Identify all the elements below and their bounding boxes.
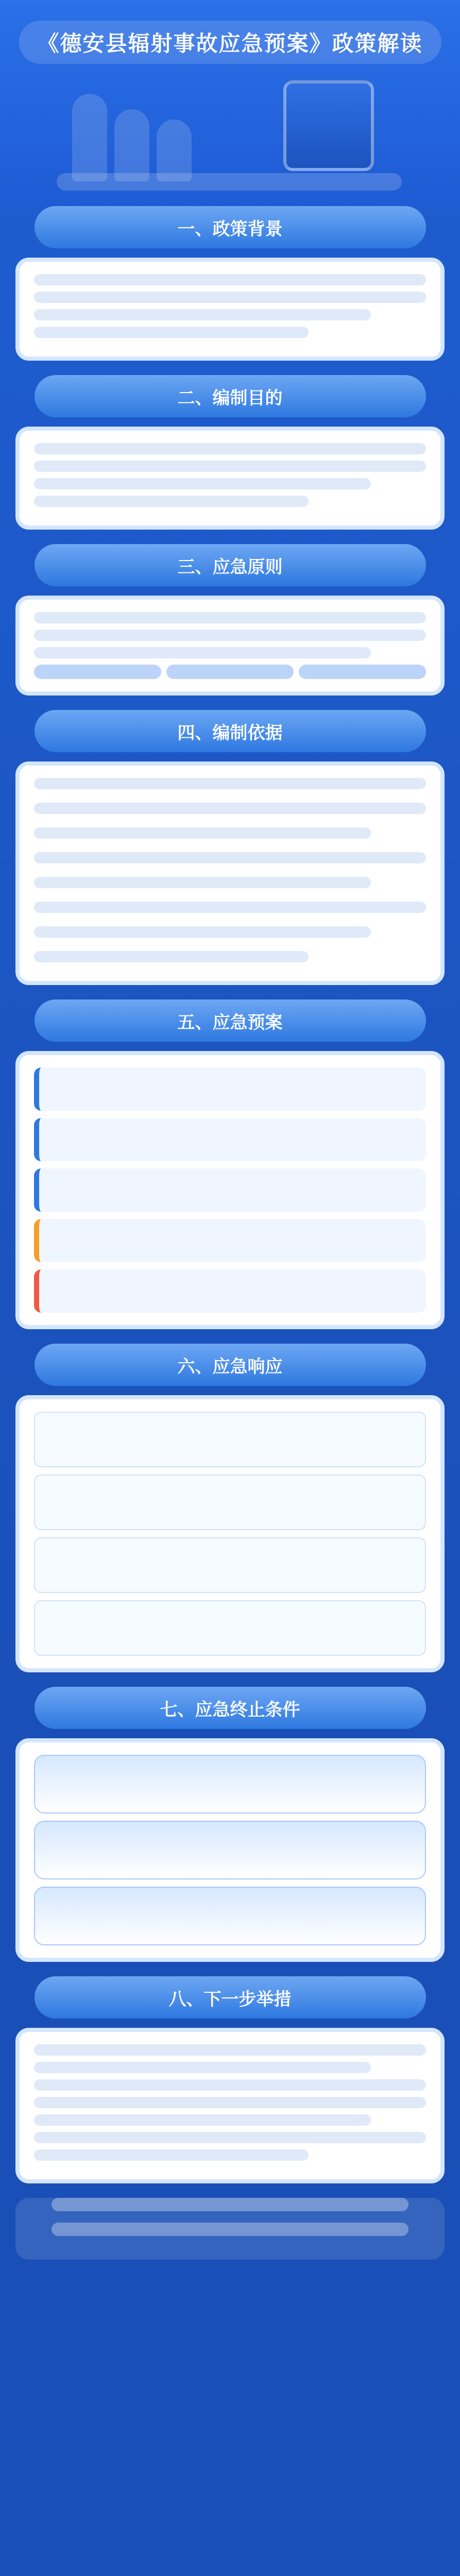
section-card [15, 1051, 445, 1329]
section-termination [15, 1687, 445, 1962]
section-purpose [15, 375, 445, 530]
section-response [15, 1344, 445, 1672]
text-line [34, 292, 426, 303]
section-card [15, 1738, 445, 1962]
text-line [34, 2044, 426, 2056]
section-title: 六、应急响应 [177, 1357, 283, 1377]
section-background [15, 206, 445, 361]
response-item [34, 1600, 426, 1656]
section-next-steps [15, 1976, 445, 2183]
text-line [34, 630, 426, 641]
text-line [34, 2114, 371, 2126]
page-title [19, 21, 441, 64]
text-line [34, 478, 371, 489]
text-line [34, 496, 309, 507]
plant-tower [157, 120, 192, 181]
plant-tower [72, 94, 107, 181]
principles-row [34, 665, 426, 679]
section-header [35, 999, 426, 1042]
principle-tag [166, 665, 294, 679]
section-header [35, 544, 426, 586]
section-title: 一、政策背景 [177, 219, 283, 239]
termination-item [34, 1755, 426, 1814]
response-item [34, 1537, 426, 1593]
basis-list [34, 778, 426, 969]
principle-tag [299, 665, 426, 679]
policy-badge [283, 80, 374, 171]
ground [57, 173, 402, 191]
hero-illustration [57, 77, 402, 191]
basis-item [34, 778, 426, 789]
plan-step [34, 1168, 426, 1212]
text-line [34, 612, 426, 623]
principle-tag [34, 665, 161, 679]
termination-list [34, 1755, 426, 1945]
text-line [34, 327, 309, 338]
section-title: 七、应急终止条件 [160, 1700, 300, 1720]
section-card [15, 427, 445, 530]
text-line [34, 2079, 426, 2091]
text-line [34, 443, 426, 454]
text-line [34, 274, 426, 285]
section-title: 八、下一步举措 [168, 1989, 292, 2009]
basis-item [34, 852, 426, 863]
page-title-text: 《德安县辐射事故应急预案》政策解读 [37, 31, 423, 56]
text-line [34, 2097, 426, 2108]
footer-line [52, 2223, 408, 2236]
section-title: 三、应急原则 [177, 557, 283, 577]
section-card [15, 1395, 445, 1672]
plan-step [34, 1269, 426, 1313]
top-banner [0, 0, 460, 206]
section-card [15, 2028, 445, 2183]
section-header [35, 1687, 426, 1729]
section-title: 二、编制目的 [177, 388, 283, 408]
plan-steps [34, 1067, 426, 1313]
text-line [34, 647, 371, 658]
footer-line [52, 2198, 408, 2211]
basis-item [34, 902, 426, 913]
response-item [34, 1475, 426, 1530]
text-line [34, 2062, 371, 2073]
section-card [15, 596, 445, 696]
footer [15, 2198, 445, 2260]
text-line [34, 2132, 426, 2143]
section-card [15, 761, 445, 985]
basis-item [34, 877, 371, 888]
text-line [34, 309, 371, 320]
section-title: 五、应急预案 [177, 1012, 283, 1032]
section-header [35, 710, 426, 752]
basis-item [34, 926, 371, 938]
termination-item [34, 1821, 426, 1879]
text-line [34, 2149, 309, 2161]
basis-item [34, 803, 426, 814]
section-header [35, 375, 426, 417]
plant-tower [114, 109, 149, 181]
section-title: 四、编制依据 [177, 723, 283, 743]
basis-item [34, 951, 309, 962]
response-item [34, 1412, 426, 1467]
section-principles [15, 544, 445, 696]
section-card [15, 258, 445, 361]
plan-step [34, 1067, 426, 1111]
section-basis [15, 710, 445, 985]
section-header [35, 206, 426, 248]
section-header [35, 1976, 426, 2019]
section-plan [15, 999, 445, 1329]
section-header [35, 1344, 426, 1386]
plan-step [34, 1118, 426, 1161]
text-line [34, 461, 426, 472]
response-list [34, 1412, 426, 1656]
termination-item [34, 1887, 426, 1945]
plan-step [34, 1219, 426, 1262]
basis-item [34, 827, 371, 839]
